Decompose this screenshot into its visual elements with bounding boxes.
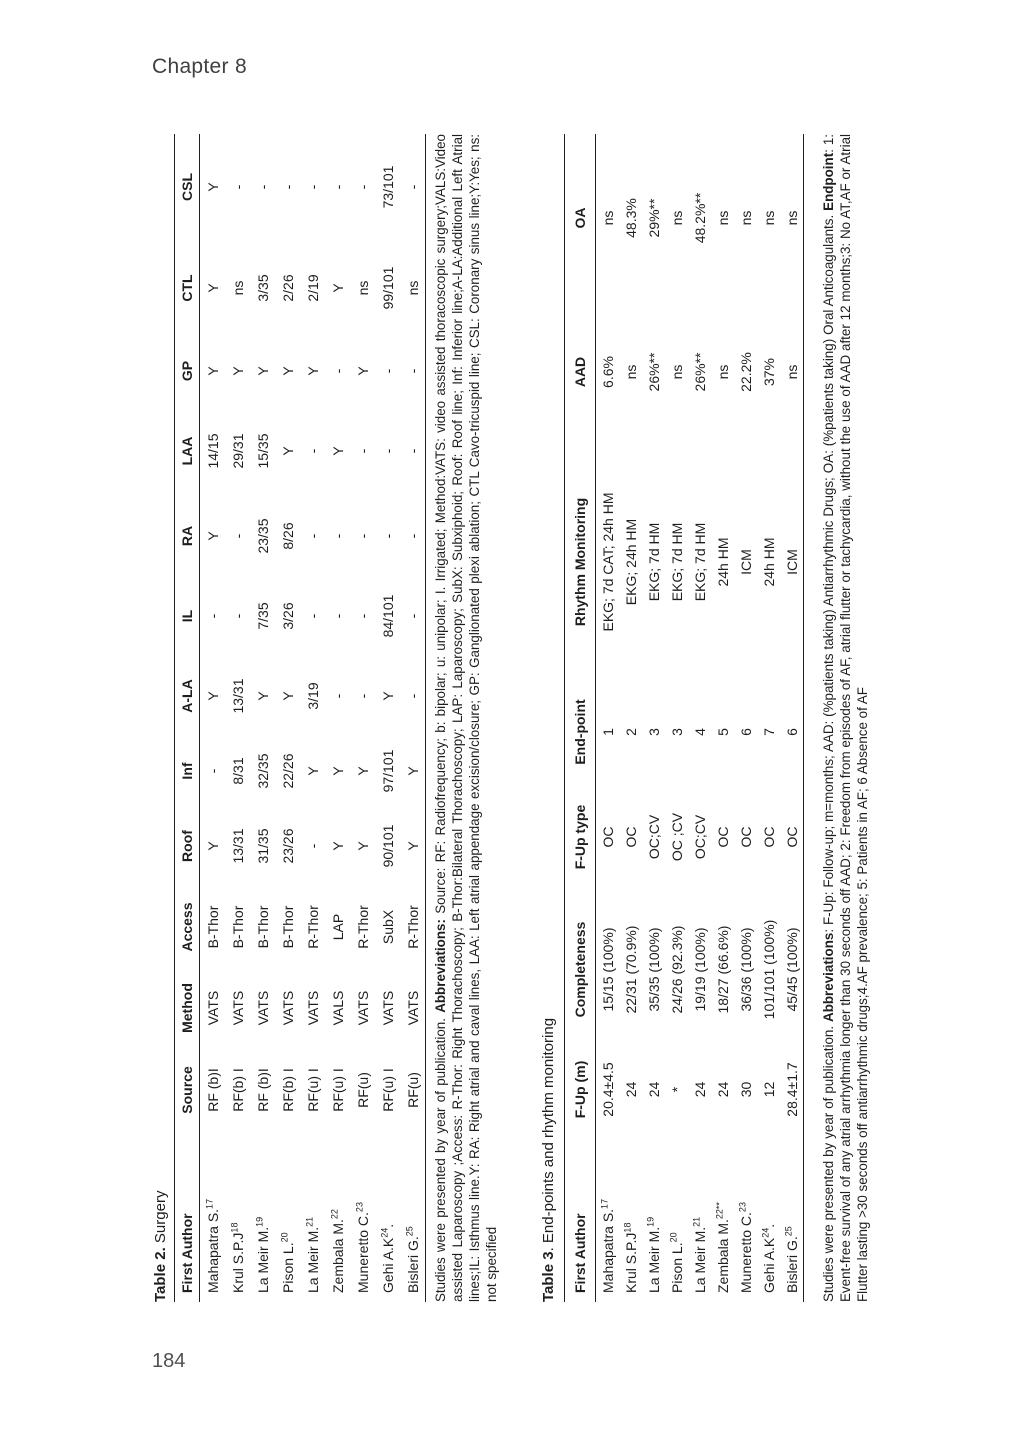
table-cell: Y — [354, 766, 371, 776]
reference-superscript: 19 — [253, 1216, 264, 1227]
table-cell: Y — [204, 691, 221, 701]
table3-footnote — [820, 134, 871, 1302]
table-cell: ns — [668, 210, 685, 226]
table-cell: VATS — [204, 990, 221, 1026]
table2-col-header: GP — [175, 336, 200, 406]
footnote-segment: : 1: Event-free survival of any atrial arrhythmia longer than 30 seconds off AAD; 2: Freedom from episodes of AF, atrial flutter or tachycardia, without the use of AAD after 12 months;3: No AT,AF or Atrial Flutter lasting >30 seconds off antiarrhythmic drugs;4.AF prevalence; 5: Patients in AF; 6 Absence of AF — [821, 134, 870, 1302]
table-cell: ns — [714, 210, 731, 226]
table-cell: 2/26 — [279, 274, 296, 302]
table-row — [250, 134, 275, 1302]
author-cell: La Meir M.$^{21}$ — [690, 1216, 708, 1293]
reference-superscript: 22 — [328, 1209, 339, 1220]
table3-title-label: Table 3 — [540, 1251, 557, 1302]
table-cell: Y — [229, 366, 246, 376]
table-cell: - — [354, 613, 371, 619]
author-cell: La Meir M.$^{21}$ — [303, 1216, 321, 1293]
reference-superscript: 17 — [598, 1198, 609, 1209]
table-cell: 30 — [737, 1081, 754, 1098]
table2-col-header: LAA — [175, 406, 200, 496]
table-cell: - — [304, 843, 321, 849]
table-cell: 8/26 — [279, 522, 296, 550]
table-cell: 24 — [691, 1081, 708, 1098]
table-row — [757, 134, 780, 1302]
table-cell: - — [329, 693, 346, 699]
table-cell: RF (b)I — [254, 1068, 271, 1112]
table-cell: OC — [599, 826, 616, 848]
table2-footnote — [432, 134, 500, 1302]
table-row — [350, 134, 375, 1302]
table-cell: R-Thor — [354, 905, 371, 949]
table-cell: 24h HM — [760, 537, 777, 587]
table3-col-header: OA — [565, 134, 596, 302]
table-cell: Y — [254, 366, 271, 376]
reference-superscript: 25 — [782, 1226, 793, 1237]
table-cell: 29%** — [645, 198, 662, 238]
table-cell: B-Thor — [229, 905, 246, 949]
table2-title-text: Surgery — [152, 1190, 169, 1248]
table-cell: 15/15 (100%) — [599, 927, 616, 1012]
table-cell: 8/31 — [229, 757, 246, 785]
table2-col-header: RA — [175, 496, 200, 576]
author-cell: Muneretto C.$^{23}$ — [353, 1202, 371, 1293]
table3-col-header: F-Up (m) — [565, 1047, 596, 1132]
table-cell: 84/101 — [379, 594, 396, 638]
table-cell: RF(u) I — [379, 1068, 396, 1112]
table-cell: 3/26 — [279, 602, 296, 630]
reference-superscript: 23 — [353, 1202, 364, 1213]
reference-superscript: 19 — [644, 1216, 655, 1227]
table-cell: OC — [760, 826, 777, 848]
table-cell: 5 — [714, 728, 731, 736]
table-row — [325, 134, 350, 1302]
table-cell: - — [404, 693, 421, 699]
author-cell: Krul $S.P.J^{18}$ — [228, 1222, 246, 1293]
table-cell: ns — [599, 210, 616, 226]
reference-superscript: 17 — [203, 1198, 214, 1209]
table-cell: 37% — [760, 357, 777, 387]
table3-header-row — [565, 134, 596, 1302]
table-cell: 13/31 — [229, 828, 246, 864]
footnote-segment: Studies were presented by year of publication. — [433, 1012, 448, 1302]
table-cell: 24 — [645, 1081, 662, 1098]
table2-col-header: First Author — [175, 1132, 200, 1302]
table-cell: 14/15 — [204, 433, 221, 469]
table2-surgery-table — [174, 134, 426, 1302]
table-cell: ns — [668, 364, 685, 380]
table-cell: 2/19 — [304, 274, 321, 302]
footnote-segment: Abbreviations — [821, 932, 836, 1022]
table-cell: Y — [329, 766, 346, 776]
author-cell: Gehi $A.K^{24}$. — [759, 1223, 777, 1293]
table-cell: - — [229, 613, 246, 619]
footnote-segment: Abbreviations: — [433, 913, 448, 1013]
table-cell: EKG; 24h HM — [622, 518, 639, 606]
table-cell: R-Thor — [404, 905, 421, 949]
table2-col-header: Roof — [175, 806, 200, 886]
table-cell: Y — [354, 841, 371, 851]
page-number: 184 — [152, 1350, 186, 1372]
table-cell: 31/35 — [254, 828, 271, 864]
table-cell: - — [404, 184, 421, 190]
table2-col-header: Inf — [175, 736, 200, 806]
table-cell: B-Thor — [204, 905, 221, 949]
table-row — [225, 134, 250, 1302]
table-cell: 7 — [760, 728, 777, 736]
table2-col-header: IL — [175, 576, 200, 656]
reference-superscript: 18 — [228, 1222, 239, 1233]
table-cell: RF(u) I — [329, 1068, 346, 1112]
table-cell: - — [404, 533, 421, 539]
table-cell: LAP — [329, 913, 346, 941]
table-cell: - — [354, 693, 371, 699]
table-row — [665, 134, 688, 1302]
table-cell: VATS — [379, 990, 396, 1026]
table-cell: 22/26 — [279, 753, 296, 789]
table-cell: - — [329, 613, 346, 619]
table-cell: EKG; 7d HM — [645, 522, 662, 602]
table-cell: OC — [737, 826, 754, 848]
table2-block — [152, 134, 500, 1302]
table-cell: EKG; 7d CAT; 24h HM — [599, 492, 616, 632]
table-cell: - — [404, 448, 421, 454]
reference-superscript: 24 — [378, 1227, 389, 1238]
table-cell: - — [229, 184, 246, 190]
table-cell: Y — [329, 446, 346, 456]
table-cell: - — [379, 368, 396, 374]
footnote-segment: Endpoint — [821, 152, 836, 211]
author-cell: Zembala M.$^{22**}$ — [713, 1202, 731, 1293]
table-cell: RF(u) I — [304, 1068, 321, 1112]
table3-block — [540, 134, 871, 1302]
table-row — [688, 134, 711, 1302]
table-cell: OC — [714, 826, 731, 848]
table-cell: ns — [737, 210, 754, 226]
table-cell: 15/35 — [254, 433, 271, 469]
author-cell: Pison L.$^{20}$ — [278, 1232, 296, 1293]
table-cell: VATS — [354, 990, 371, 1026]
table-row — [275, 134, 300, 1302]
author-cell: Bisleri G.$^{25}$ — [403, 1226, 421, 1293]
table-cell: 20.4±4.5 — [599, 1062, 616, 1117]
table-cell: VATS — [279, 990, 296, 1026]
table-cell: Y — [204, 531, 221, 541]
table3-endpoints-table — [564, 134, 804, 1302]
table-cell: OC;CV — [691, 814, 708, 860]
table-cell: R-Thor — [304, 905, 321, 949]
table-cell: 7/35 — [254, 602, 271, 630]
table-cell: RF(u) — [354, 1072, 371, 1108]
table-cell: - — [279, 184, 296, 190]
table-cell: Y — [204, 182, 221, 192]
table-cell: Y — [254, 691, 271, 701]
table-cell: RF(u) — [404, 1072, 421, 1108]
table-cell: Y — [204, 366, 221, 376]
table-cell: Y — [404, 841, 421, 851]
table-cell: - — [204, 613, 221, 619]
table3-col-header: Rhythm Monitoring — [565, 442, 596, 682]
reference-superscript: 22** — [713, 1202, 724, 1220]
table-cell: OC;CV — [645, 814, 662, 860]
table-cell: OC — [622, 826, 639, 848]
table-cell: Y — [279, 691, 296, 701]
table-cell: - — [229, 533, 246, 539]
table-row — [619, 134, 642, 1302]
table-cell: Y — [304, 766, 321, 776]
table-cell: - — [404, 613, 421, 619]
table-row — [711, 134, 734, 1302]
table-cell: 28.4±1.7 — [783, 1062, 800, 1117]
table-cell: - — [204, 768, 221, 774]
table-cell: 6.6% — [599, 356, 616, 388]
table-cell: Y — [404, 766, 421, 776]
table-cell: - — [304, 613, 321, 619]
table-cell: - — [304, 448, 321, 454]
table-cell: Y — [204, 841, 221, 851]
table-cell: VALS — [329, 990, 346, 1026]
table-cell: RF(b) I — [279, 1068, 296, 1112]
table-cell: 48.2%** — [691, 192, 708, 244]
table-cell: ns — [760, 210, 777, 226]
reference-superscript: 23 — [736, 1202, 747, 1213]
table2-col-header: CTL — [175, 240, 200, 336]
table-cell: - — [329, 533, 346, 539]
table-cell: 101/101 (100%) — [760, 919, 777, 1020]
table2-header-row — [175, 134, 200, 1302]
table2-col-header: Source — [175, 1048, 200, 1132]
table-cell: Y — [279, 366, 296, 376]
author-cell: Bisleri G.$^{25}$ — [782, 1226, 800, 1293]
table-row — [200, 134, 226, 1302]
table-row — [300, 134, 325, 1302]
table-cell: * — [668, 1086, 685, 1093]
table-cell: 23/26 — [279, 828, 296, 864]
table-cell: 24 — [714, 1081, 731, 1098]
table-cell: EKG; 7d HM — [668, 522, 685, 602]
table-cell: 90/101 — [379, 824, 396, 868]
table-cell: Y — [279, 446, 296, 456]
table-cell: ICM — [737, 549, 754, 575]
author-cell: La Meir M.$^{19}$ — [644, 1216, 662, 1293]
table-cell: 36/36 (100%) — [737, 927, 754, 1012]
table-cell: 97/101 — [379, 749, 396, 793]
table-cell: 22.2% — [737, 352, 754, 392]
author-cell: Mahapatra S.$^{17}$ — [203, 1198, 221, 1293]
table-cell: 35/35 (100%) — [645, 927, 662, 1012]
table-cell: 2 — [622, 728, 639, 736]
reference-superscript: 21 — [303, 1216, 314, 1227]
table-cell: 3 — [668, 728, 685, 736]
author-cell: Krul $S.P.J^{18}$ — [621, 1222, 639, 1293]
author-cell: Pison L.$^{20}$ — [667, 1232, 685, 1293]
table-cell: Y — [304, 366, 321, 376]
table-cell: RF (b)I — [204, 1068, 221, 1112]
table-cell: SubX — [379, 909, 396, 945]
table2-col-header: Access — [175, 886, 200, 968]
table3-col-header: End-point — [565, 682, 596, 782]
reference-superscript: 24 — [759, 1227, 770, 1238]
table-cell: - — [404, 368, 421, 374]
table-cell: 24/26 (92.3%) — [668, 925, 685, 1014]
table-cell: 99/101 — [379, 266, 396, 310]
table-cell: - — [254, 184, 271, 190]
table-cell: - — [329, 184, 346, 190]
table-cell: 3 — [645, 728, 662, 736]
table-row — [596, 134, 620, 1302]
chapter-header: Chapter 8 — [152, 55, 247, 78]
reference-superscript: 21 — [690, 1216, 701, 1227]
footnote-segment: Studies were presented by year of publication. — [821, 1021, 836, 1302]
table-cell: Y — [329, 841, 346, 851]
table-cell: B-Thor — [254, 905, 271, 949]
table-cell: Y — [329, 283, 346, 293]
table-cell: 26%** — [691, 352, 708, 392]
table-cell: 26%** — [645, 352, 662, 392]
table2-col-header: CSL — [175, 134, 200, 240]
table-cell: 48.3% — [622, 198, 639, 238]
table-cell: 3/35 — [254, 274, 271, 302]
footnote-segment: Source: RF: Radiofrequency; b: bipolar; u: unipolar; I. Irrigated; Method:VATS: video assisted thoracoscopic surgery;VALS:Video assisted Laparoscopy ;Access: R-Thor: Right Thorachoscopy; B-Thor:Bilateral Thorachoscopy; LAP: Laparoscopy; SubX: Subxiphoid; Roof: Roof line; Inf: Inferior line;A-LA:Additional Left Atrial lines;IL: Isthmus line.Y: RA: Right atrial and caval lines, LAA: Left atrial appendage excision/closure; GP: Ganglionated plexi ablation; CTL Cavo-tricuspid line; CSL: Coronary sinus line;Y:Yes; ns: not specified — [433, 134, 499, 1302]
footnote-segment: : F-Up: Follow-up; m=months; AAD: (%patients taking) Antiarrhythmic Drugs; OA: (%patients taking) Oral Anticoagulants. — [821, 210, 836, 933]
table-cell: 23/35 — [254, 518, 271, 554]
table-cell: - — [354, 448, 371, 454]
table-cell: VATS — [254, 990, 271, 1026]
table-cell: OC ;CV — [668, 812, 685, 862]
table-cell: 29/31 — [229, 433, 246, 469]
table3-col-header: Completeness — [565, 892, 596, 1047]
author-cell: Zembala M.$^{22}$ — [328, 1209, 346, 1293]
author-cell: Muneretto C.$^{23}$ — [736, 1202, 754, 1293]
table3-col-header: AAD — [565, 302, 596, 442]
table-cell: - — [379, 448, 396, 454]
table-cell: 12 — [760, 1081, 777, 1098]
table-cell: 24 — [622, 1081, 639, 1098]
table-cell: Y — [204, 283, 221, 293]
table-cell: 1 — [599, 728, 616, 736]
table-cell: 6 — [737, 728, 754, 736]
table-cell: ns — [229, 280, 246, 296]
table-cell: ns — [783, 364, 800, 380]
table-cell: 3/19 — [304, 682, 321, 710]
table-row — [400, 134, 426, 1302]
table-cell: 19/19 (100%) — [691, 927, 708, 1012]
table3-title — [540, 134, 557, 1302]
table2-col-header: Method — [175, 968, 200, 1048]
author-cell: Mahapatra S.$^{17}$ — [598, 1198, 616, 1293]
table-row — [642, 134, 665, 1302]
table-cell: EKG; 7d HM — [691, 522, 708, 602]
table-cell: Y — [379, 691, 396, 701]
table-cell: RF(b) I — [229, 1068, 246, 1112]
table-cell: - — [354, 184, 371, 190]
table2-title-label: Table 2. — [152, 1247, 169, 1302]
table-cell: ns — [714, 364, 731, 380]
table-cell: B-Thor — [279, 905, 296, 949]
table-cell: - — [379, 533, 396, 539]
table-cell: 6 — [783, 728, 800, 736]
table3-col-header: F-Up type — [565, 782, 596, 892]
table-cell: 32/35 — [254, 753, 271, 789]
table-cell: 13/31 — [229, 678, 246, 714]
table3-title-text: . End-points and rhythm monitoring — [540, 1017, 557, 1252]
table-cell: 22/31 (70.9%) — [622, 925, 639, 1014]
table-row — [375, 134, 400, 1302]
table-cell: 4 — [691, 728, 708, 736]
reference-superscript: 20 — [278, 1232, 289, 1243]
table-cell: ns — [622, 364, 639, 380]
table-cell: VATS — [404, 990, 421, 1026]
author-cell: La Meir M.$^{19}$ — [253, 1216, 271, 1293]
table-cell: 73/101 — [379, 165, 396, 209]
table2-col-header: A-LA — [175, 656, 200, 736]
table-cell: 24h HM — [714, 537, 731, 587]
table-row — [734, 134, 757, 1302]
table-cell: - — [329, 368, 346, 374]
table-cell: VATS — [229, 990, 246, 1026]
table-cell: ns — [404, 280, 421, 296]
table-cell: ns — [783, 210, 800, 226]
reference-superscript: 18 — [621, 1222, 632, 1233]
table-cell: ICM — [783, 549, 800, 575]
table-cell: OC — [783, 826, 800, 848]
table-cell: - — [304, 533, 321, 539]
table3-col-header: First Author — [565, 1132, 596, 1302]
table-cell: - — [354, 533, 371, 539]
table-row — [780, 134, 804, 1302]
table-cell: VATS — [304, 990, 321, 1026]
table2-title — [152, 134, 169, 1302]
table-cell: 18/27 (66.6%) — [714, 925, 731, 1014]
table-cell: - — [304, 184, 321, 190]
table-cell: Y — [354, 366, 371, 376]
reference-superscript: 25 — [403, 1226, 414, 1237]
table-cell: 45/45 (100%) — [783, 927, 800, 1012]
reference-superscript: 20 — [667, 1232, 678, 1243]
author-cell: Gehi $A.K^{24}$. — [378, 1223, 396, 1293]
table-cell: ns — [354, 280, 371, 296]
